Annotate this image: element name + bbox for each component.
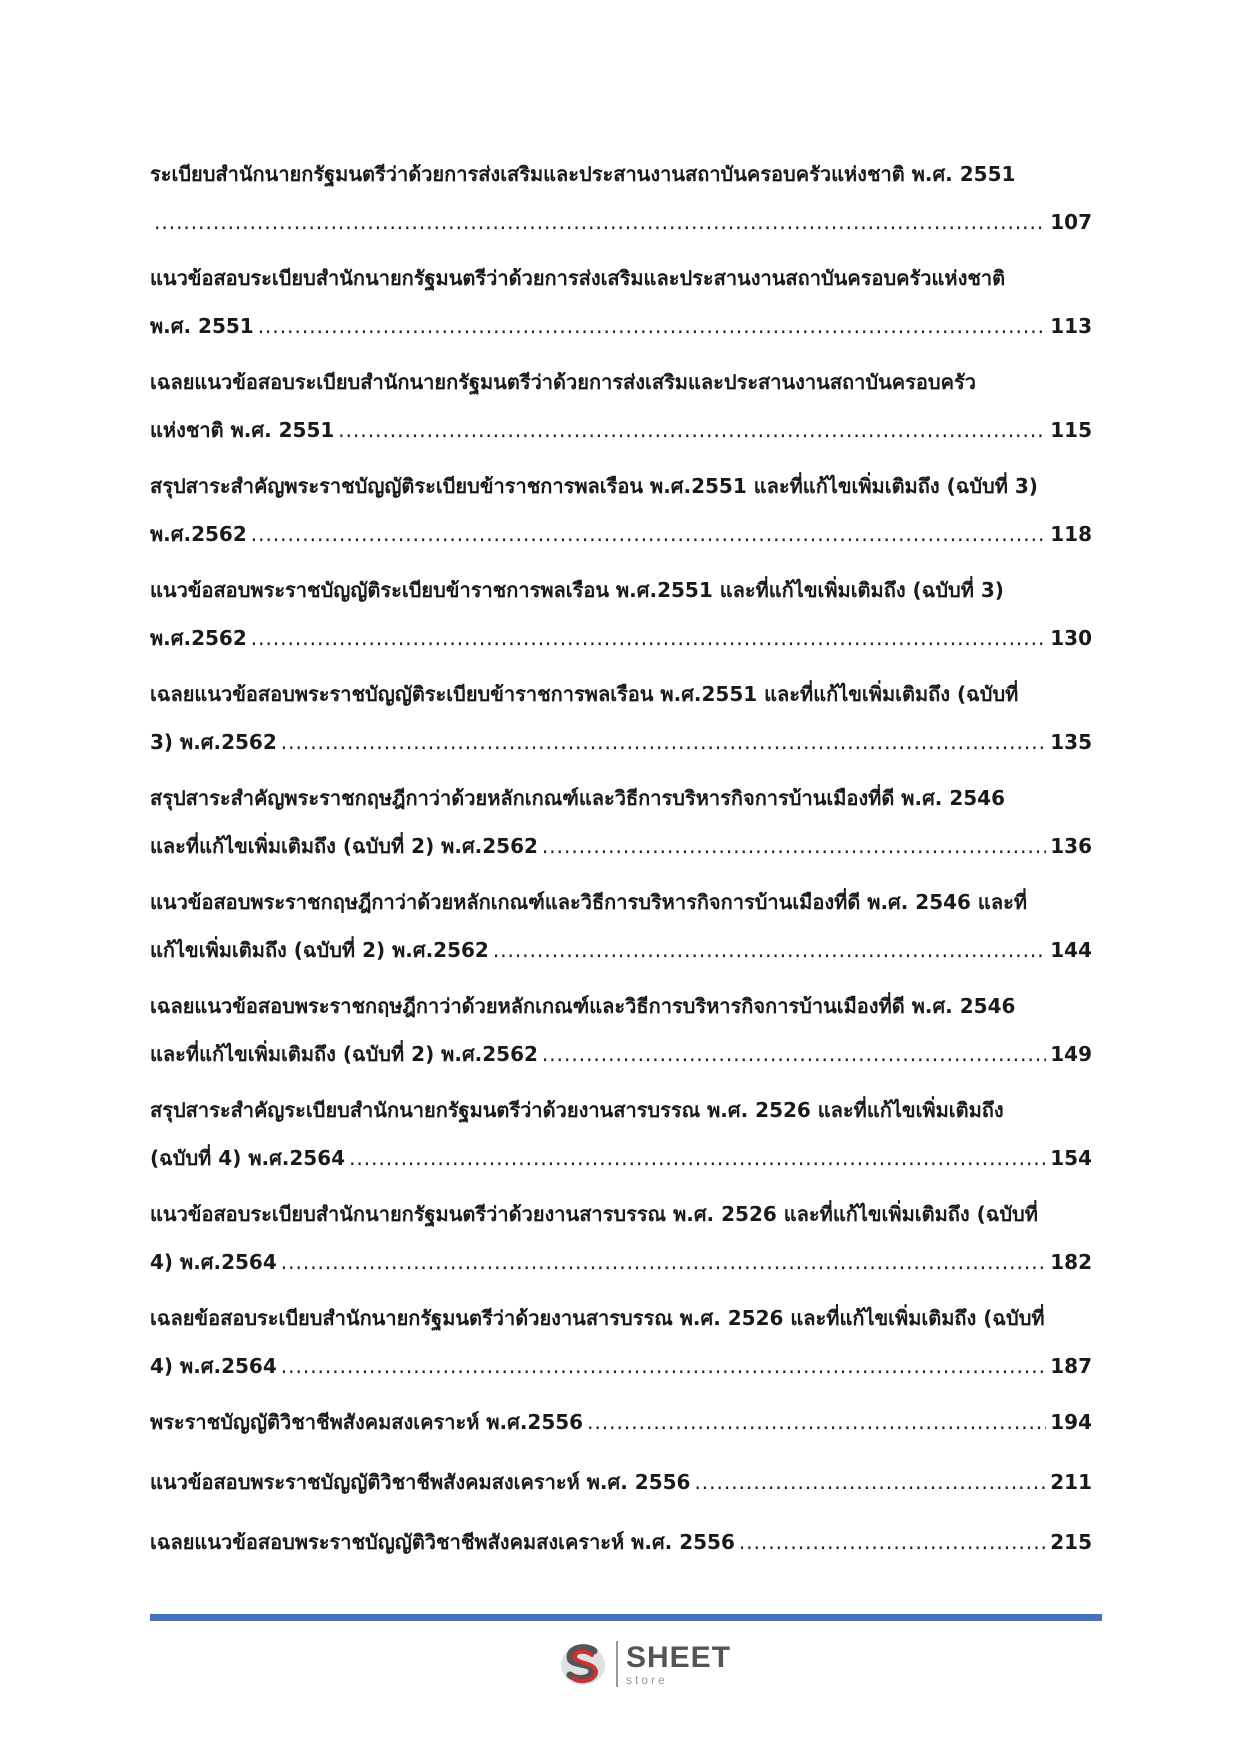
toc-leader-dots: [281, 1238, 1046, 1286]
logo-wordmark: SHEET: [626, 1640, 732, 1674]
toc-entry-title: ระเบียบสำนักนายกรัฐมนตรีว่าด้วยการส่งเสริมและประสานงานสถาบันครอบครัวแห่งชาติ พ.ศ. 2551: [150, 162, 1016, 186]
toc-page-number: 182: [1050, 1250, 1092, 1274]
toc-entry-title: แนวข้อสอบพระราชบัญญัติวิชาชีพสังคมสงเคราะห์ พ.ศ. 2556: [150, 1470, 691, 1494]
toc-entry-title: สรุปสาระสำคัญพระราชกฤษฎีกาว่าด้วยหลักเกณฑ์และวิธีการบริหารกิจการบ้านเมืองที่ดี พ.ศ. 2546: [150, 786, 1005, 810]
toc-page-number: 215: [1050, 1530, 1092, 1554]
toc-entry-title: แนวข้อสอบพระราชบัญญัติระเบียบข้าราชการพลเรือน พ.ศ.2551 และที่แก้ไขเพิ่มเติมถึง (ฉบับที่ 3): [150, 578, 1004, 602]
toc-entry-title: เฉลยแนวข้อสอบระเบียบสำนักนายกรัฐมนตรีว่าด้วยการส่งเสริมและประสานงานสถาบันครอบครัว: [150, 370, 976, 394]
toc-leader-dots: [694, 1458, 1046, 1506]
sheet-store-logo: [558, 1636, 731, 1692]
toc-page-number: 211: [1050, 1470, 1092, 1494]
sheet-store-logo-icon: [558, 1639, 608, 1689]
toc-entry-title: สรุปสาระสำคัญพระราชบัญญัติระเบียบข้าราชการพลเรือน พ.ศ.2551 และที่แก้ไขเพิ่มเติมถึง (ฉบับที่ 3): [150, 474, 1038, 498]
toc-page-number: 144: [1050, 938, 1092, 962]
toc-entry[interactable]: [150, 150, 1092, 254]
toc-entry-title-cont: แห่งชาติ พ.ศ. 2551: [150, 418, 335, 442]
toc-page-number: 135: [1050, 730, 1092, 754]
toc-entry[interactable]: [150, 566, 1092, 670]
toc-entry[interactable]: [150, 670, 1092, 774]
toc-leader-dots: [493, 926, 1046, 974]
toc-leader-dots: [251, 614, 1047, 662]
toc-leader-dots: [349, 1134, 1046, 1182]
logo-separator: [616, 1641, 618, 1687]
toc-entry-title: แนวข้อสอบพระราชกฤษฎีกาว่าด้วยหลักเกณฑ์และวิธีการบริหารกิจการบ้านเมืองที่ดี พ.ศ. 2546 และที่: [150, 890, 1028, 914]
toc-leader-dots: [542, 822, 1046, 870]
table-of-contents: [150, 150, 1092, 1578]
toc-leader-dots: [281, 1342, 1046, 1390]
toc-page-number: 194: [1050, 1410, 1092, 1434]
toc-entry-title-cont: พ.ศ.2562: [150, 626, 247, 650]
toc-page-number: 149: [1050, 1042, 1092, 1066]
toc-entry[interactable]: [150, 1458, 1092, 1518]
toc-leader-dots: [542, 1030, 1046, 1078]
toc-leader-dots: [739, 1518, 1046, 1566]
toc-entry[interactable]: [150, 1398, 1092, 1458]
toc-page-number: 130: [1050, 626, 1092, 650]
toc-entry-title-cont: พ.ศ. 2551: [150, 314, 254, 338]
toc-entry[interactable]: [150, 254, 1092, 358]
toc-leader-dots: [258, 302, 1047, 350]
toc-entry-title-cont: 3) พ.ศ.2562: [150, 730, 277, 754]
toc-leader-dots: [251, 510, 1047, 558]
toc-entry[interactable]: [150, 462, 1092, 566]
toc-entry-title: แนวข้อสอบระเบียบสำนักนายกรัฐมนตรีว่าด้วยการส่งเสริมและประสานงานสถาบันครอบครัวแห่งชาติ: [150, 266, 1006, 290]
toc-entry-title: เฉลยแนวข้อสอบพระราชบัญญัติวิชาชีพสังคมสงเคราะห์ พ.ศ. 2556: [150, 1530, 735, 1554]
toc-entry-title: พระราชบัญญัติวิชาชีพสังคมสงเคราะห์ พ.ศ.2556: [150, 1410, 584, 1434]
toc-entry-title: เฉลยข้อสอบระเบียบสำนักนายกรัฐมนตรีว่าด้วยงานสารบรรณ พ.ศ. 2526 และที่แก้ไขเพิ่มเติมถึง (ฉบับที่: [150, 1306, 1045, 1330]
toc-entry-title: สรุปสาระสำคัญระเบียบสำนักนายกรัฐมนตรีว่าด้วยงานสารบรรณ พ.ศ. 2526 และที่แก้ไขเพิ่มเติมถึง: [150, 1098, 1004, 1122]
toc-entry[interactable]: [150, 1086, 1092, 1190]
toc-page-number: 107: [1050, 210, 1092, 234]
toc-entry[interactable]: [150, 1190, 1092, 1294]
toc-entry-title: แนวข้อสอบระเบียบสำนักนายกรัฐมนตรีว่าด้วยงานสารบรรณ พ.ศ. 2526 และที่แก้ไขเพิ่มเติมถึง (ฉบับที่: [150, 1202, 1038, 1226]
toc-entry-title-cont: และที่แก้ไขเพิ่มเติมถึง (ฉบับที่ 2) พ.ศ.2562: [150, 834, 538, 858]
toc-entry[interactable]: [150, 982, 1092, 1086]
toc-leader-dots: [587, 1398, 1046, 1446]
toc-entry-title-cont: และที่แก้ไขเพิ่มเติมถึง (ฉบับที่ 2) พ.ศ.2562: [150, 1042, 538, 1066]
toc-entry[interactable]: [150, 774, 1092, 878]
toc-entry-title: เฉลยแนวข้อสอบพระราชบัญญัติระเบียบข้าราชการพลเรือน พ.ศ.2551 และที่แก้ไขเพิ่มเติมถึง (ฉบับที่: [150, 682, 1019, 706]
footer-divider: [150, 1614, 1102, 1621]
toc-leader-dots: [281, 718, 1046, 766]
toc-entry-title-cont: 4) พ.ศ.2564: [150, 1250, 277, 1274]
toc-entry[interactable]: [150, 358, 1092, 462]
toc-entry[interactable]: [150, 878, 1092, 982]
toc-page-number: 187: [1050, 1354, 1092, 1378]
toc-leader-dots: [154, 198, 1046, 246]
toc-page-number: 115: [1050, 418, 1092, 442]
toc-entry[interactable]: [150, 1518, 1092, 1578]
toc-entry-title-cont: 4) พ.ศ.2564: [150, 1354, 277, 1378]
logo-subtitle: store: [626, 1672, 668, 1687]
toc-entry[interactable]: [150, 1294, 1092, 1398]
toc-page-number: 136: [1050, 834, 1092, 858]
toc-leader-dots: [338, 406, 1046, 454]
toc-page-number: 118: [1050, 522, 1092, 546]
toc-page-number: 113: [1050, 314, 1092, 338]
toc-entry-title-cont: แก้ไขเพิ่มเติมถึง (ฉบับที่ 2) พ.ศ.2562: [150, 938, 489, 962]
toc-entry-title-cont: พ.ศ.2562: [150, 522, 247, 546]
toc-entry-title: เฉลยแนวข้อสอบพระราชกฤษฎีกาว่าด้วยหลักเกณฑ์และวิธีการบริหารกิจการบ้านเมืองที่ดี พ.ศ. 2546: [150, 994, 1016, 1018]
toc-page-number: 154: [1050, 1146, 1092, 1170]
toc-entry-title-cont: (ฉบับที่ 4) พ.ศ.2564: [150, 1146, 346, 1170]
